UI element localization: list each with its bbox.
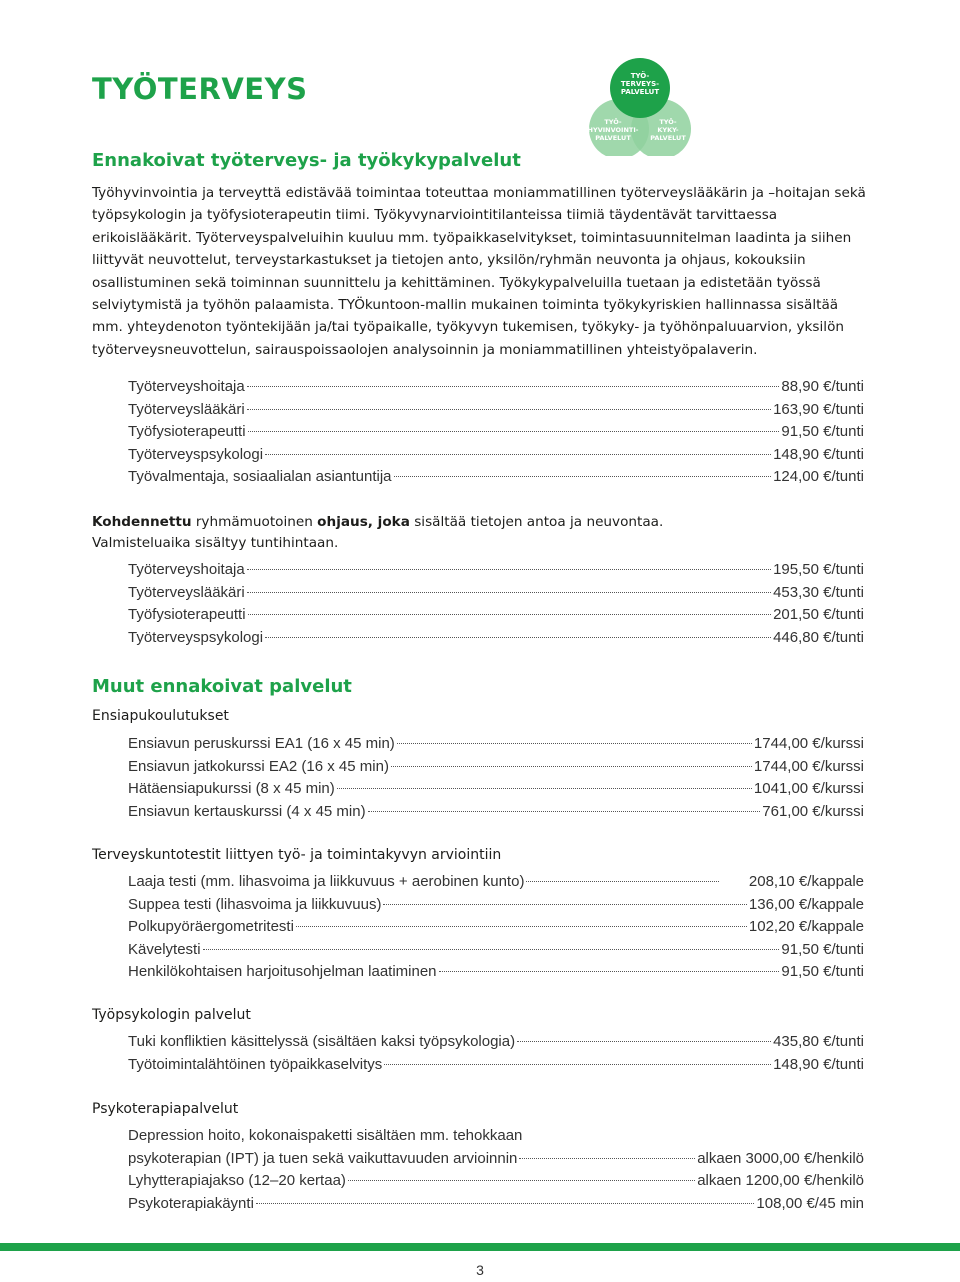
price-row [128, 778, 864, 801]
price-row [128, 801, 864, 824]
hourly-price-list [128, 376, 864, 489]
subheading-psychologist: Työpsykologin palvelut [92, 1007, 251, 1023]
service-label: Työfysioterapeutti [128, 423, 246, 440]
service-price: alkaen 1200,00 €/henkilö [697, 1172, 864, 1189]
price-row [128, 1193, 864, 1216]
service-price: 91,50 €/tunti [781, 423, 864, 440]
subheading-fitness-tests: Terveyskuntotestit liittyen työ- ja toimintakyvyn arviointiin [92, 847, 502, 863]
price-row [128, 559, 864, 582]
service-label: Työterveyshoitaja [128, 561, 245, 578]
price-row [128, 399, 864, 422]
service-label: Henkilökohtaisen harjoitusohjelman laatiminen [128, 963, 437, 980]
price-row [128, 444, 864, 467]
service-price: 1744,00 €/kurssi [753, 735, 864, 752]
price-row [128, 376, 864, 399]
section-heading-preventive: Ennakoivat työterveys- ja työkykypalvelut [92, 150, 521, 171]
service-label: Suppea testi (lihasvoima ja liikkuvuus) [128, 895, 382, 913]
service-price: 761,00 €/kurssi [762, 802, 864, 820]
section-heading-other: Muut ennakoivat palvelut [92, 676, 352, 697]
service-label: Kävelytesti [128, 940, 201, 958]
page-number: 3 [476, 1262, 484, 1278]
service-label: Laaja testi (mm. lihasvoima ja liikkuvuus + aerobinen kunto) [128, 873, 525, 890]
service-label: Ensiavun jatkokurssi EA2 (16 x 45 min) [128, 757, 389, 775]
price-row [128, 961, 864, 984]
logo-right-text: TYÖ-KYKY-PALVELUT [650, 118, 686, 142]
service-price: 148,90 €/tunti [773, 445, 864, 463]
service-price: 124,00 €/tunti [773, 468, 864, 485]
price-row [128, 871, 864, 894]
psychologist-list [128, 1031, 864, 1076]
price-row [128, 894, 864, 917]
subheading-psychotherapy: Psykoterapiapalvelut [92, 1101, 239, 1117]
price-row [128, 733, 864, 756]
price-row [128, 1170, 864, 1193]
service-price: 108,00 €/45 min [756, 1194, 864, 1212]
service-price: 1041,00 €/kurssi [753, 780, 864, 797]
service-price: 453,30 €/tunti [773, 583, 864, 601]
service-price: 91,50 €/tunti [781, 963, 864, 980]
price-row [128, 627, 864, 650]
group-price-list [128, 559, 864, 649]
service-price: 195,50 €/tunti [773, 561, 864, 578]
service-price: 435,80 €/tunti [773, 1033, 864, 1050]
service-label: Työvalmentaja, sosiaalialan asiantuntija [128, 468, 392, 485]
service-label: Ensiavun kertauskurssi (4 x 45 min) [128, 802, 366, 820]
price-row [128, 1148, 864, 1171]
service-label: Työtoimintalähtöinen työpaikkaselvitys [128, 1055, 383, 1073]
price-row [128, 916, 864, 939]
service-label: Ensiavun peruskurssi EA1 (16 x 45 min) [128, 735, 395, 752]
price-row [128, 1054, 864, 1077]
service-label: Työterveyslääkäri [128, 583, 245, 601]
service-price: 446,80 €/tunti [773, 628, 864, 646]
group-guidance-note: Kohdennettu ryhmämuotoinen ohjaus, joka sisältää tietojen antoa ja neuvontaa. Valmisteluaika sisältyy tuntihintaan. [92, 514, 664, 551]
price-row [128, 466, 864, 489]
service-price: 163,90 €/tunti [773, 400, 864, 418]
service-label: Polkupyöräergometritesti [128, 918, 294, 935]
service-price: 91,50 €/tunti [781, 940, 864, 958]
service-label: Työterveyspsykologi [128, 445, 264, 463]
price-row [128, 1031, 864, 1054]
logo-top-text: TYÖ-TERVEYS-PALVELUT [620, 72, 660, 96]
logo-left-text: TYÖ-HYVINVOINTI-PALVELUT [587, 118, 639, 142]
service-label: Työfysioterapeutti [128, 606, 246, 623]
service-price: alkaen 3000,00 €/henkilö [697, 1149, 864, 1167]
first-aid-list [128, 733, 864, 823]
price-row [128, 939, 864, 962]
subheading-first-aid: Ensiapukoulutukset [92, 708, 229, 724]
service-label: Psykoterapiakäynti [128, 1194, 254, 1212]
service-price: 201,50 €/tunti [773, 606, 864, 623]
price-row [128, 421, 864, 444]
price-row [128, 604, 864, 627]
price-row [128, 582, 864, 605]
service-price: 136,00 €/kappale [748, 895, 864, 913]
service-label: psykoterapian (IPT) ja tuen sekä vaikuttavuuden arvioinnin [128, 1149, 518, 1167]
price-row [128, 756, 864, 779]
service-label: Lyhytterapiajakso (12–20 kertaa) [128, 1172, 346, 1189]
page-title: TYÖTERVEYS [92, 72, 308, 106]
service-venn-logo [580, 52, 704, 156]
service-price: 1744,00 €/kurssi [753, 757, 864, 775]
fitness-test-list [128, 871, 864, 984]
service-price: 208,10 €/kappale [748, 873, 864, 890]
therapy-description: Depression hoito, kokonaispaketti sisältäen mm. tehokkaan [128, 1127, 523, 1144]
intro-paragraph: Työhyvinvointia ja terveyttä edistävää toimintaa toteuttaa moniammatillinen työterveyslääkärin ja –hoitajan sekä työpsykologin ja työfysioterapeutin tiimi. Työkyvynarviointitilanteissa tiimiä täydentävät tarvittaessa erikoislääkärit. Työterveyspalveluihin kuuluu mm. työpaikkaselvitykset, toimintasuunnitelman laadinta ja siihen liittyvät neuvottelut, terveystarkastukset ja tietojen anto, yksilön/ryhmän neuvonta ja ohjaus, kokouksiin osallistuminen sekä toiminnan suunnittelu ja kehittäminen. Työkykypalveluilla tuetaan ja edistetään työssä selviytymistä ja työhön palaamista. TYÖkuntoon-mallin mukainen toiminta työkykyriskien hallinnassa sisältää mm. yhteydenoton työntekijään ja/tai työpaikalle, työkyvyn tukemisen, työkyky- ja työhönpaluuarvion, yksilön työterveysneuvottelun, sairauspoissaolojen analysoinnin ja moniammatillinen yhteistyöpalaverin. [92, 185, 866, 358]
service-price: 88,90 €/tunti [781, 378, 864, 395]
service-price: 148,90 €/tunti [773, 1055, 864, 1073]
psychotherapy-list [128, 1125, 864, 1215]
service-label: Hätäensiapukurssi (8 x 45 min) [128, 780, 335, 797]
service-label: Työterveyspsykologi [128, 628, 264, 646]
footer-bar [0, 1243, 960, 1251]
service-label: Työterveyslääkäri [128, 400, 245, 418]
service-label: Työterveyshoitaja [128, 378, 245, 395]
service-label: Tuki konfliktien käsittelyssä (sisältäen kaksi työpsykologia) [128, 1033, 516, 1050]
service-price: 102,20 €/kappale [748, 918, 864, 935]
